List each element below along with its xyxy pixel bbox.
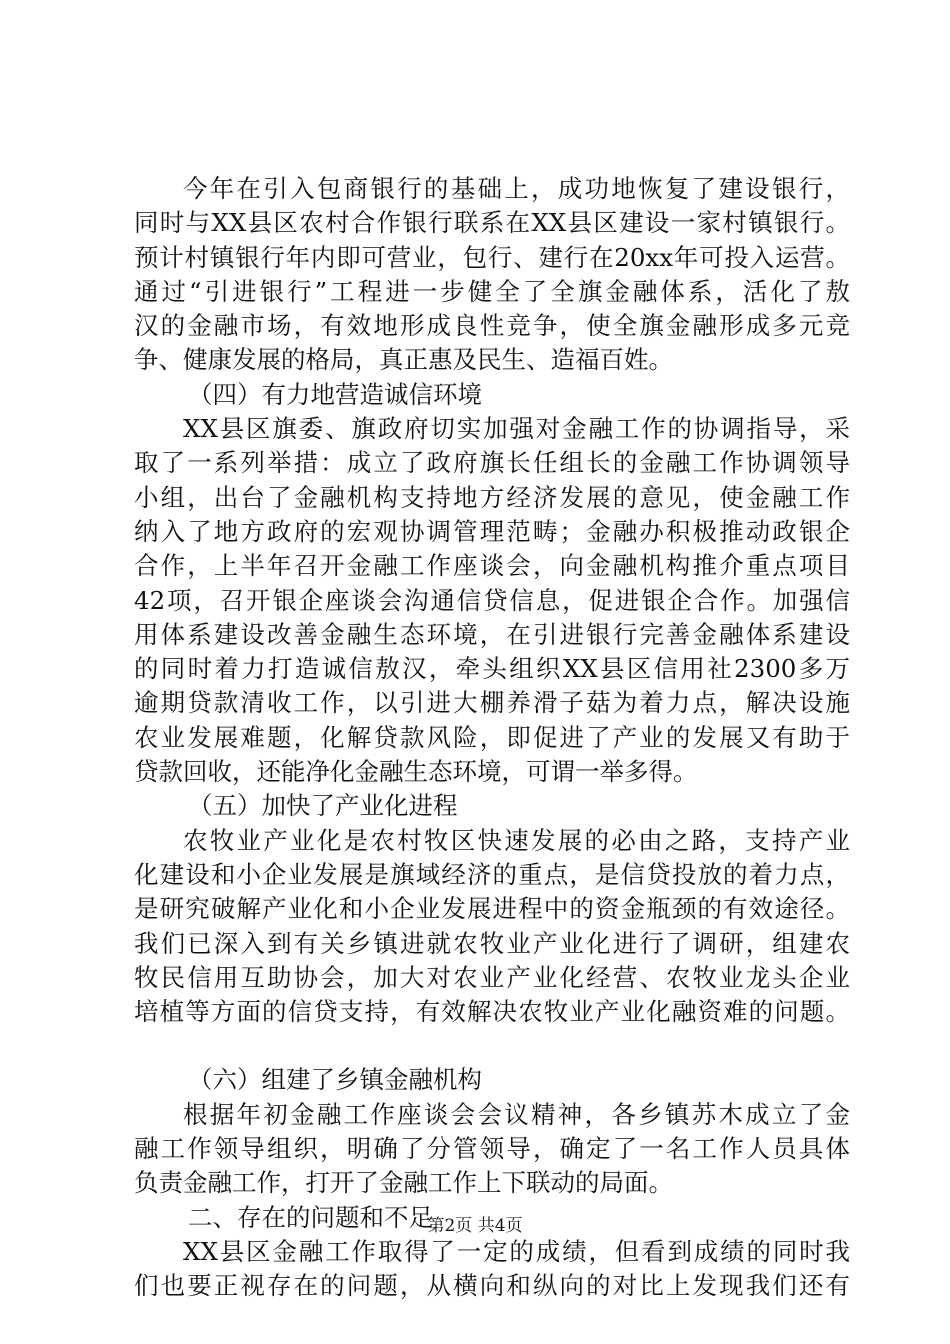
- section-heading: （六）组建了乡镇金融机构: [188, 1065, 482, 1095]
- paragraph-line: 逾期贷款清收工作，以引进大棚养滑子菇为着力点，解决设施: [134, 688, 850, 718]
- paragraph-line: 农牧业产业化是农村牧区快速发展的必由之路，支持产业: [183, 825, 850, 855]
- paragraph-line: 农业发展难题，化解贷款风险，即促进了产业的发展又有助于: [134, 722, 850, 752]
- paragraph-line: 42项，召开银企座谈会沟通信贷信息，促进银企合作。加强信: [134, 585, 850, 615]
- section-heading: 二、存在的问题和不足: [188, 1202, 433, 1232]
- section-heading: （四）有力地营造诚信环境: [188, 379, 482, 409]
- paragraph-line: 今年在引入包商银行的基础上，成功地恢复了建设银行，: [183, 174, 850, 203]
- paragraph-line: 融工作领导组织，明确了分管领导，确定了一名工作人员具体: [134, 1134, 850, 1164]
- paragraph-line: 通过“引进银行”工程进一步健全了全旗金融体系，活化了敖: [134, 276, 850, 306]
- paragraph-line: 取了一系列举措：成立了政府旗长任组长的金融工作协调领导: [134, 448, 850, 478]
- paragraph-line: 预计村镇银行年内即可营业，包行、建行在20xx年可投入运营。: [134, 242, 850, 272]
- paragraph-line: 牧民信用互助协会，加大对农业产业化经营、农牧业龙头企业: [134, 962, 850, 992]
- paragraph-line: XX县区旗委、旗政府切实加强对金融工作的协调指导，采: [183, 414, 850, 444]
- paragraph-line: 争、健康发展的格局，真正惠及民生、造福百姓。: [134, 345, 673, 375]
- page-footer: 第2页 共4页: [427, 1216, 523, 1236]
- section-heading: （五）加快了产业化进程: [188, 791, 458, 821]
- paragraph-line: 们也要正视存在的问题，从横向和纵向的对比上发现我们还有: [134, 1271, 850, 1301]
- paragraph-line: XX县区金融工作取得了一定的成绩，但看到成绩的同时我: [183, 1236, 850, 1266]
- paragraph-line: 是研究破解产业化和小企业发展进程中的资金瓶颈的有效途径。: [134, 894, 850, 924]
- paragraph-line: 合作，上半年召开金融工作座谈会，向金融机构推介重点项目: [134, 551, 850, 581]
- document-body: [134, 172, 850, 1304]
- paragraph-line: 同时与XX县区农村合作银行联系在XX县区建设一家村镇银行。: [134, 208, 850, 238]
- paragraph-line: 贷款回收，还能净化金融生态环境，可谓一举多得。: [134, 757, 698, 787]
- paragraph-line: 纳入了地方政府的宏观协调管理范畴；金融办积极推动政银企: [134, 516, 850, 546]
- paragraph-line: 根据年初金融工作座谈会会议精神，各乡镇苏木成立了金: [183, 1099, 850, 1129]
- paragraph-line: 培植等方面的信贷支持，有效解决农牧业产业化融资难的问题。: [134, 997, 850, 1027]
- paragraph-line: 用体系建设改善金融生态环境，在引进银行完善金融体系建设: [134, 619, 850, 649]
- paragraph-line: 我们已深入到有关乡镇进就农牧业产业化进行了调研，组建农: [134, 928, 850, 958]
- paragraph-line: 化建设和小企业发展是旗域经济的重点，是信贷投放的着力点，: [134, 859, 850, 889]
- paragraph-line: 小组，出台了金融机构支持地方经济发展的意见，使金融工作: [134, 482, 850, 512]
- paragraph-line: 汉的金融市场，有效地形成良性竞争，使全旗金融形成多元竞: [134, 311, 850, 341]
- paragraph-line: 的同时着力打造诚信敖汉，牵头组织XX县区信用社2300多万: [134, 654, 850, 684]
- paragraph-line: 负责金融工作，打开了金融工作上下联动的局面。: [134, 1168, 673, 1198]
